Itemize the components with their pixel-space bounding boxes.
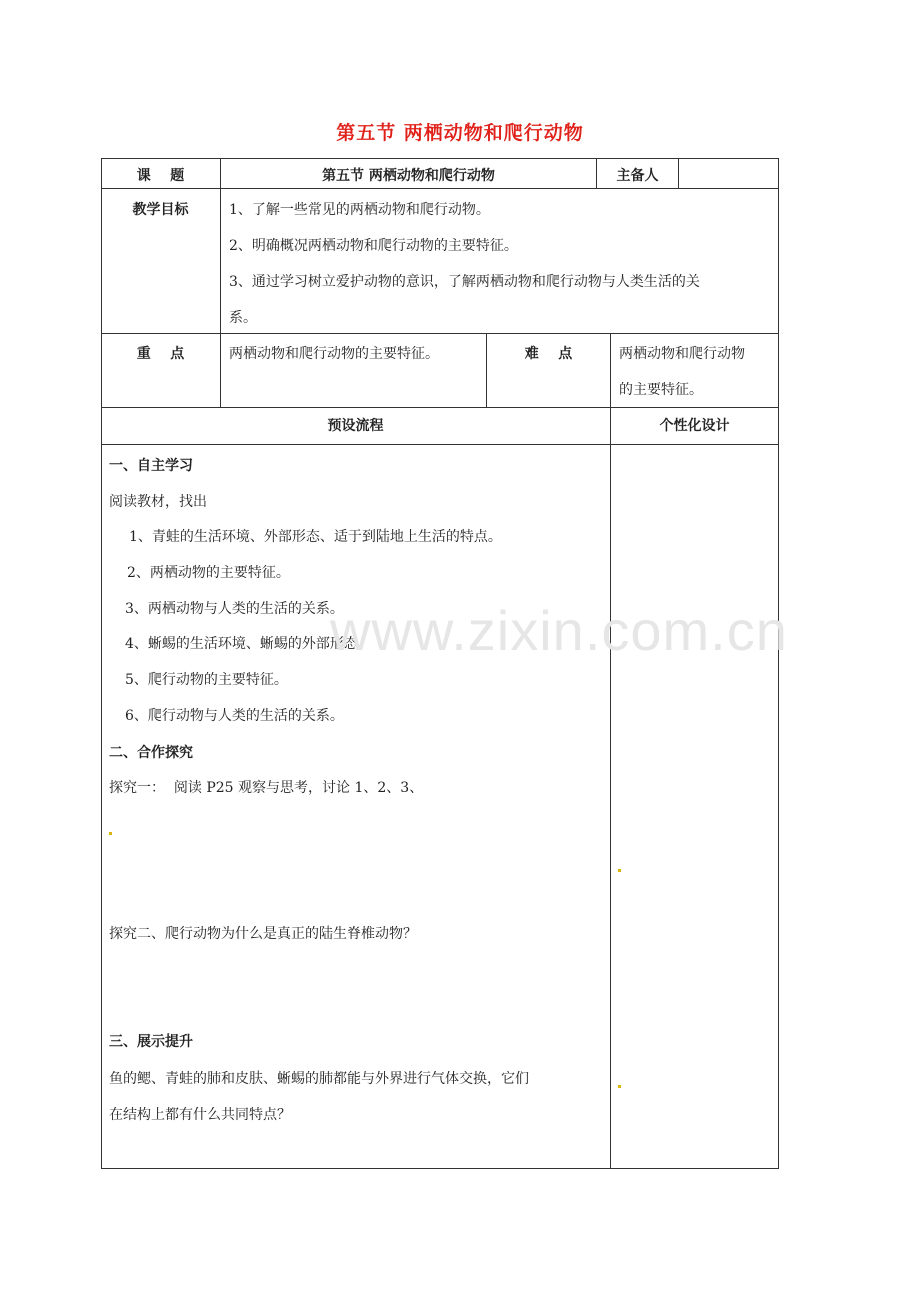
study-item: 5、爬行动物的主要特征。 <box>125 672 288 688</box>
discussion-line: 鱼的鳃、青蛙的肺和皮肤、蜥蜴的肺都能与外界进行气体交换，它们 <box>109 1071 529 1087</box>
section-heading: 二、合作探究 <box>109 745 193 761</box>
section-heading: 三、展示提升 <box>109 1034 193 1050</box>
preparer-label: 主备人 <box>616 168 659 184</box>
goal-item: 1、了解一些常见的两栖动物和爬行动物。 <box>229 202 490 218</box>
inquiry-two: 探究二、爬行动物为什么是真正的陆生脊椎动物？ <box>109 926 417 942</box>
watermark: www.zixin.com.cn <box>330 599 788 662</box>
difficult-point-label: 难 点 <box>524 346 573 362</box>
lesson-plan-table <box>101 158 779 1169</box>
difficult-point-line: 的主要特征。 <box>619 382 703 398</box>
design-header: 个性化设计 <box>659 418 730 434</box>
discussion-line: 在结构上都有什么共同特点？ <box>109 1107 291 1123</box>
goal-item: 系。 <box>229 310 257 326</box>
difficult-point-line: 两栖动物和爬行动物 <box>619 346 745 362</box>
flow-header: 预设流程 <box>327 418 384 434</box>
goal-item: 3、通过学习树立爱护动物的意识，了解两栖动物和爬行动物与人类生活的关 <box>229 274 700 290</box>
study-item: 4、蜥蜴的生活环境、蜥蜴的外部形态。 <box>125 636 372 652</box>
speck-mark <box>109 832 112 835</box>
goal-item: 2、明确概况两栖动物和爬行动物的主要特征。 <box>229 238 518 254</box>
document-title: 第五节 两栖动物和爬行动物 <box>336 122 584 144</box>
speck-mark <box>618 869 621 872</box>
study-item: 6、爬行动物与人类的生活的关系。 <box>125 708 344 724</box>
section-heading: 一、自主学习 <box>109 458 193 474</box>
key-point-value: 两栖动物和爬行动物的主要特征。 <box>229 346 439 362</box>
topic-label: 课 题 <box>136 168 185 184</box>
topic-value: 第五节 两栖动物和爬行动物 <box>322 168 495 184</box>
goals-label: 教学目标 <box>132 202 189 218</box>
inquiry-one: 探究一： 阅读 P25 观察与思考，讨论 1、2、3、 <box>109 780 424 796</box>
key-point-label: 重 点 <box>136 346 185 362</box>
speck-mark <box>618 1085 621 1088</box>
study-item: 1、青蛙的生活环境、外部形态、适于到陆地上生活的特点。 <box>129 529 502 545</box>
study-item: 3、两栖动物与人类的生活的关系。 <box>125 601 344 617</box>
section-intro: 阅读教材，找出 <box>109 494 207 510</box>
study-item: 2、两栖动物的主要特征。 <box>127 565 290 581</box>
